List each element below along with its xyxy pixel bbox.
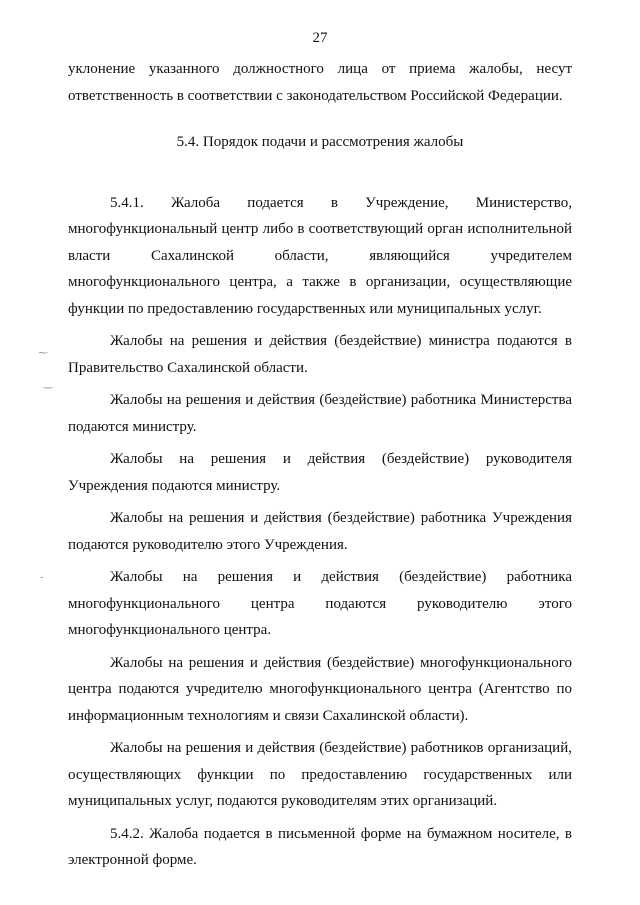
- scan-mark: -: [40, 572, 44, 583]
- page-number: 27: [312, 30, 328, 46]
- scan-mark: ‿: [44, 378, 53, 389]
- paragraph-minister-complaints: Жалобы на решения и действия (бездействие) министра подаются в Правительство Сахалинской области.: [68, 333, 572, 376]
- paragraph-continuation: уклонение указанного должностного лица от приема жалобы, несут ответственность в соответствии с законодательством Российской Федерации.: [68, 61, 572, 104]
- scan-mark: ⁓: [38, 348, 48, 359]
- paragraph-institution-head-complaints: Жалобы на решения и действия (бездействие) руководителя Учреждения подаются министру.: [68, 451, 572, 494]
- paragraph-mfc-employee-complaints: Жалобы на решения и действия (бездействие) работника многофункционального центра подаются руководителю этого многофункционального центра.: [68, 569, 572, 638]
- paragraph-5-4-1: 5.4.1. Жалоба подается в Учреждение, Министерство, многофункциональный центр либо в соответствующий орган исполнительной власти Сахалинской области, являющийся учредителем многофункционального центра, а также в организации, осуществляющие функции по предоставлению государственных или муниципальных услуг.: [68, 194, 572, 317]
- paragraph-institution-employee-complaints: Жалобы на решения и действия (бездействие) работника Учреждения подаются руководителю этого Учреждения.: [68, 510, 572, 553]
- document-body: [68, 56, 572, 874]
- section-heading: 5.4. Порядок подачи и рассмотрения жалобы: [176, 134, 464, 150]
- paragraph-ministry-employee-complaints: Жалобы на решения и действия (бездействие) работника Министерства подаются министру.: [68, 392, 572, 435]
- paragraph-organization-complaints: Жалобы на решения и действия (бездействие) работников организаций, осуществляющих функции по предоставлению государственных или муниципальных услуг, подаются руководителям этих организаций.: [68, 740, 572, 809]
- paragraph-mfc-complaints: Жалобы на решения и действия (бездействие) многофункционального центра подаются учредителю многофункционального центра (Агентство по информационным технологиям и связи Сахалинской области).: [68, 654, 572, 724]
- paragraph-5-4-2: 5.4.2. Жалоба подается в письменной форме на бумажном носителе, в электронной форме.: [68, 825, 572, 868]
